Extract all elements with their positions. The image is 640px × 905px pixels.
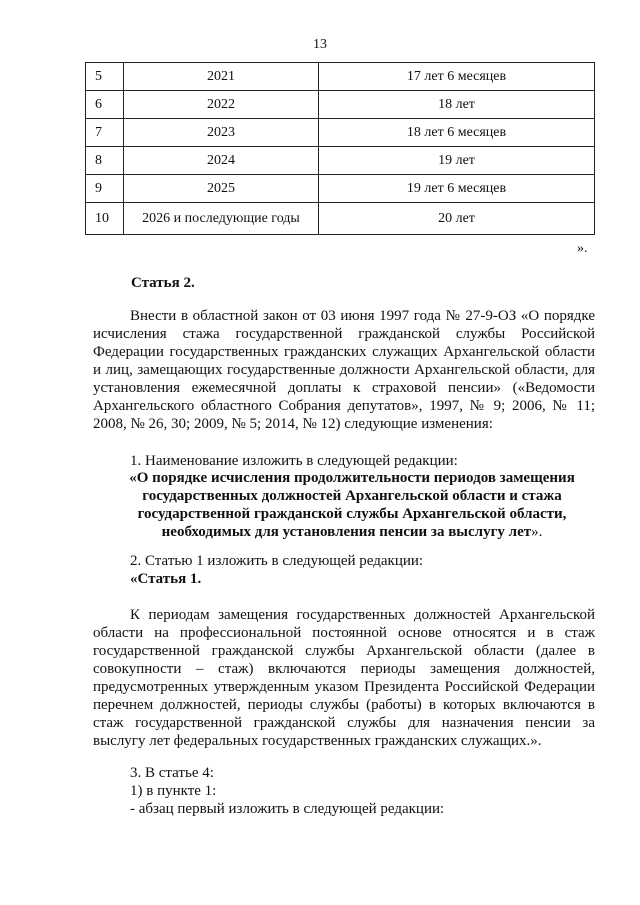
table-row	[86, 63, 595, 91]
item-2: 2. Статью 1 изложить в следующей редакции:	[130, 553, 424, 569]
new-title-line: государственных должностей Архангельской области и стажа	[142, 488, 562, 504]
new-title	[104, 469, 600, 541]
row-number-cell: 9	[86, 175, 124, 203]
item-3-subitem-2: - абзац первый изложить в следующей редакции:	[130, 801, 445, 817]
new-title-line: «О порядке исчисления продолжительности периодов замещения	[129, 470, 575, 486]
row-number-cell: 8	[86, 147, 124, 175]
period-cell: 18 лет	[319, 91, 595, 119]
article-heading: Статья 2.	[131, 275, 195, 291]
period-cell: 17 лет 6 месяцев	[319, 63, 595, 91]
period-cell: 19 лет 6 месяцев	[319, 175, 595, 203]
table-row	[86, 175, 595, 203]
item-2-heading: «Статья 1.	[130, 571, 202, 587]
new-title-line: государственной гражданской службы Архангельской области,	[137, 506, 567, 522]
seniority-table	[85, 62, 595, 235]
table-row	[86, 91, 595, 119]
table-row	[86, 119, 595, 147]
year-cell: 2023	[124, 119, 319, 147]
row-number-cell: 7	[86, 119, 124, 147]
row-number-cell: 5	[86, 63, 124, 91]
table-row	[86, 147, 595, 175]
row-number-cell: 10	[86, 203, 124, 235]
year-cell: 2021	[124, 63, 319, 91]
year-cell: 2025	[124, 175, 319, 203]
closing-quote: ».	[577, 241, 588, 256]
new-title-end: ».	[531, 524, 543, 540]
table-row	[86, 203, 595, 235]
year-cell: 2024	[124, 147, 319, 175]
article-1-text: К периодам замещения государственных должностей Архангельской области на профессиональной постоянной основе относятся и в стаж государственной гражданской службы Архангельской области (далее в совокупности – стаж) включаются периоды замещения должностей, предусмотренных утвержденным указом Президента Российской Федерации перечнем должностей, периоды службы (работы) в которых включаются в стаж государственной гражданской службы для назначения пенсии за выслугу лет федеральных государственных гражданских служащих.».	[93, 607, 595, 749]
row-number-cell: 6	[86, 91, 124, 119]
article-intro-paragraph: Внести в областной закон от 03 июня 1997 года № 27-9-ОЗ «О порядке исчисления стажа государственной гражданской службы Российской Федерации государственных гражданских служащих Архангельской области и лиц, замещающих государственные должности Архангельской области, для установления ежемесячной доплаты к страховой пенсии» («Ведомости Архангельского областного Собрания депутатов», 1997, № 9; 2006, № 11; 2008, № 26, 30; 2009, № 5; 2014, № 12) следующие изменения:	[93, 308, 595, 432]
page-number: 13	[313, 37, 327, 52]
year-cell: 2026 и последующие годы	[124, 203, 319, 235]
period-cell: 20 лет	[319, 203, 595, 235]
period-cell: 19 лет	[319, 147, 595, 175]
new-title-line-text: необходимых для установления пенсии за выслугу лет	[161, 524, 532, 540]
period-cell: 18 лет 6 месяцев	[319, 119, 595, 147]
new-title-line	[104, 523, 600, 541]
item-1: 1. Наименование изложить в следующей редакции:	[130, 453, 458, 469]
item-3-subitem-1: 1) в пункте 1:	[130, 783, 217, 799]
year-cell: 2022	[124, 91, 319, 119]
item-3: 3. В статье 4:	[130, 765, 214, 781]
